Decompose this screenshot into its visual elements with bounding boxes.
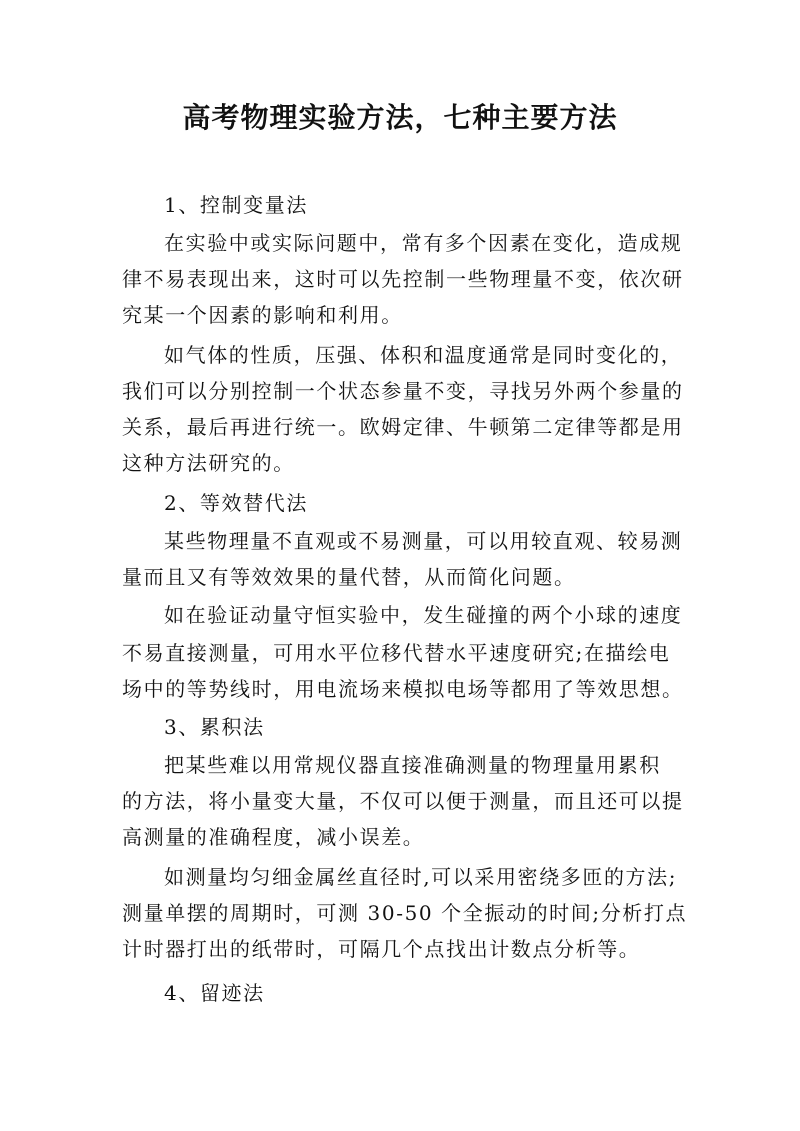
paragraph-line: 某些物理量不直观或不易测量，可以用较直观、较易测 [164, 529, 683, 553]
paragraph-line: 这种方法研究的。 [122, 451, 295, 475]
paragraph-line: 如在验证动量守恒实验中，发生碰撞的两个小球的速度 [164, 603, 683, 627]
paragraph-line: 高测量的准确程度，减小误差。 [122, 825, 425, 849]
section-heading-accumulation: 3、累积法 [164, 715, 265, 739]
document-title: 高考物理实验方法，七种主要方法 [182, 101, 618, 134]
paragraph-line: 在实验中或实际问题中，常有多个因素在变化，造成规 [164, 231, 683, 255]
paragraph-line: 究某一个因素的影响和利用。 [122, 303, 403, 327]
paragraph-line: 如测量均匀细金属丝直径时,可以采用密绕多匝的方法; [164, 865, 678, 889]
paragraph-line: 关系，最后再进行统一。欧姆定律、牛顿第二定律等都是用 [122, 415, 684, 439]
section-heading-control-variable: 1、控制变量法 [164, 193, 308, 217]
paragraph-line: 测量单摆的周期时，可测 30-50 个全振动的时间;分析打点 [122, 901, 688, 925]
paragraph-line: 计时器打出的纸带时，可隔几个点找出计数点分析等。 [122, 937, 641, 961]
section-heading-trace: 4、留迹法 [164, 981, 265, 1005]
section-heading-equivalent-substitution: 2、等效替代法 [164, 491, 308, 515]
paragraph-line: 把某些难以用常规仪器直接准确测量的物理量用累积 [164, 753, 661, 777]
paragraph-line: 我们可以分别控制一个状态参量不变，寻找另外两个参量的 [122, 379, 684, 403]
paragraph-line: 不易直接测量，可用水平位移代替水平速度研究;在描绘电 [122, 641, 671, 665]
paragraph-line: 的方法，将小量变大量，不仅可以便于测量，而且还可以提 [122, 789, 684, 813]
paragraph-line: 量而且又有等效效果的量代替，从而简化问题。 [122, 565, 576, 589]
paragraph-line: 场中的等势线时，用电流场来模拟电场等都用了等效思想。 [122, 677, 684, 701]
paragraph-line: 如气体的性质，压强、体积和温度通常是同时变化的， [164, 343, 683, 367]
paragraph-line: 律不易表现出来，这时可以先控制一些物理量不变，依次研 [122, 267, 684, 291]
